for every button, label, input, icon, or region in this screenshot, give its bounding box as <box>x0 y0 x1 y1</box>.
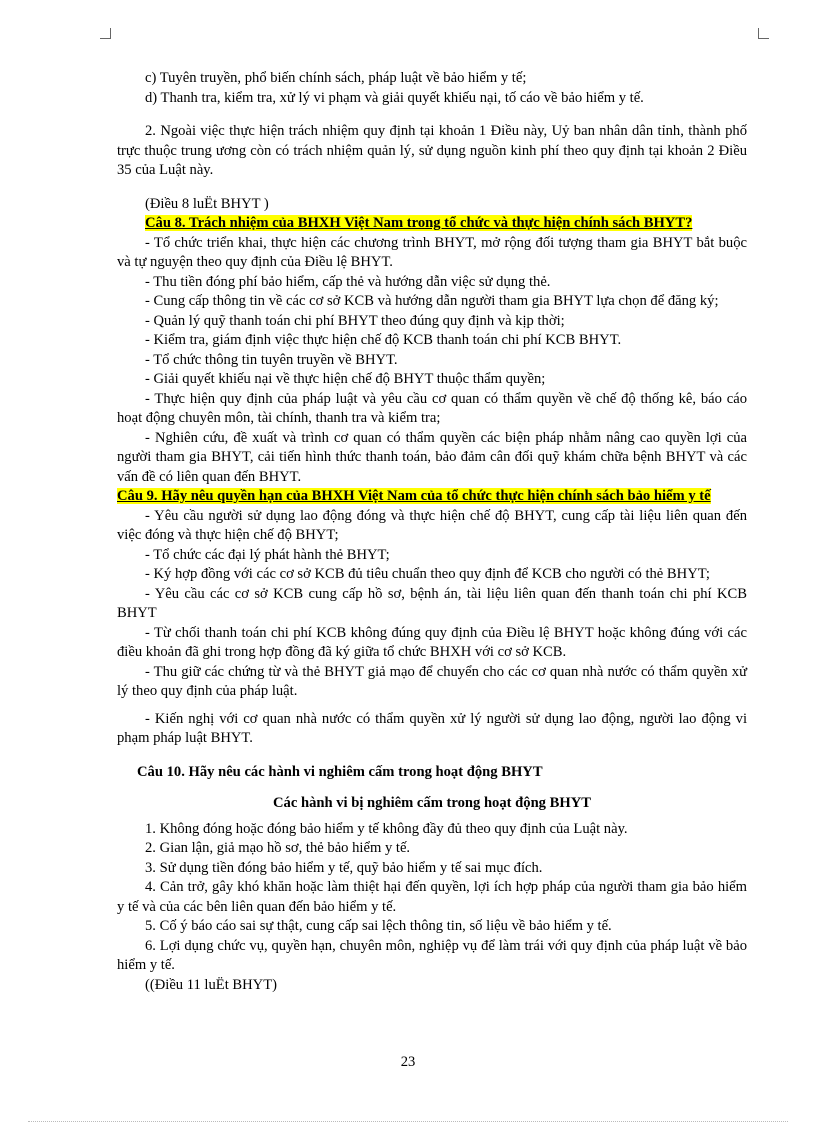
document-body <box>117 69 747 995</box>
list-item: - Từ chối thanh toán chi phí KCB không đúng quy định của Điều lệ BHYT hoặc không đúng với các điều khoản đã ghi trong hợp đồng đã ký giữa tổ chức BHXH với cơ sở KCB. <box>117 624 747 660</box>
page-number: 23 <box>400 1054 416 1070</box>
list-item: - Tổ chức triển khai, thực hiện các chương trình BHYT, mở rộng đối tượng tham gia BHYT bắt buộc và tự nguyện theo quy định của Điều lệ BHYT. <box>117 234 747 270</box>
list-item: - Yêu cầu các cơ sở KCB cung cấp hồ sơ, bệnh án, tài liệu liên quan đến thanh toán chi phí KCB BHYT <box>117 585 747 621</box>
list-item: - Quản lý quỹ thanh toán chi phí BHYT theo đúng quy định và kịp thời; <box>145 312 565 329</box>
list-item: 5. Cố ý báo cáo sai sự thật, cung cấp sai lệch thông tin, số liệu về bảo hiểm y tế. <box>145 918 612 934</box>
reference-note: ((Điều 11 luËt BHYT) <box>145 976 277 993</box>
list-item: - Kiểm tra, giám định việc thực hiện chế độ KCB thanh toán chi phí KCB BHYT. <box>145 332 622 348</box>
crop-mark-top-left <box>100 28 111 39</box>
paragraph: c) Tuyên truyền, phổ biến chính sách, pháp luật về bảo hiểm y tế; <box>145 70 527 86</box>
list-item: - Thực hiện quy định của pháp luật và yêu cầu cơ quan có thẩm quyền về chế độ thống kê, báo cáo hoạt động chuyên môn, tài chính, thanh tra và kiểm tra; <box>117 390 747 426</box>
list-item: - Tổ chức thông tin tuyên truyền về BHYT. <box>145 351 398 368</box>
list-item: - Kiến nghị với cơ quan nhà nước có thẩm quyền xử lý người sử dụng lao động, người lao động vi phạm pháp luật BHYT. <box>117 710 747 746</box>
list-item: - Thu giữ các chứng từ và thẻ BHYT giả mạo để chuyển cho các cơ quan nhà nước có thẩm quyền xử lý theo quy định của pháp luật. <box>117 663 747 699</box>
page-bottom-edge <box>28 1121 788 1122</box>
list-item: 4. Cản trở, gây khó khăn hoặc làm thiệt hại đến quyền, lợi ích hợp pháp của người tham gia bảo hiểm y tế và của các bên liên quan đến bảo hiểm y tế. <box>117 879 747 915</box>
reference-note: (Điều 8 luËt BHYT ) <box>145 195 269 212</box>
question-9-text: Câu 9. Hãy nêu quyền hạn của BHXH Việt Nam của tổ chức thực hiện chính sách bảo hiểm y tế <box>117 488 711 504</box>
question-9-heading <box>117 487 747 507</box>
list-item: - Thu tiền đóng phí bảo hiểm, cấp thẻ và hướng dẫn việc sử dụng thẻ. <box>145 273 551 290</box>
list-item: 6. Lợi dụng chức vụ, quyền hạn, chuyên môn, nghiệp vụ để làm trái với quy định của pháp luật về bảo hiểm y tế. <box>117 937 747 973</box>
list-item: - Ký hợp đồng với các cơ sở KCB đủ tiêu chuẩn theo quy định để KCB cho người có thẻ BHYT; <box>145 566 710 582</box>
list-item: 2. Gian lận, giả mạo hồ sơ, thẻ bảo hiểm y tế. <box>145 840 411 856</box>
paragraph: d) Thanh tra, kiểm tra, xử lý vi phạm và giải quyết khiếu nại, tố cáo về bảo hiểm y tế. <box>145 89 644 106</box>
crop-mark-top-right <box>758 28 769 39</box>
question-8-text: Câu 8. Trách nhiệm của BHXH Việt Nam trong tổ chức và thực hiện chính sách BHYT? <box>145 215 693 231</box>
list-item: - Giải quyết khiếu nại về thực hiện chế độ BHYT thuộc thẩm quyền; <box>145 371 546 387</box>
list-item: - Cung cấp thông tin về các cơ sở KCB và hướng dẫn người tham gia BHYT lựa chọn để đăng ký; <box>145 293 719 309</box>
list-item: - Tổ chức các đại lý phát hành thẻ BHYT; <box>145 546 390 563</box>
list-item: - Yêu cầu người sử dụng lao động đóng và thực hiện chế độ BHYT, cung cấp tài liệu liên quan đến việc đóng và thực hiện chế độ BHYT; <box>117 507 747 543</box>
list-item: 3. Sử dụng tiền đóng bảo hiểm y tế, quỹ bảo hiểm y tế sai mục đích. <box>145 859 543 876</box>
question-10-heading: Câu 10. Hãy nêu các hành vi nghiêm cấm trong hoạt động BHYT <box>137 763 543 780</box>
question-10-subheading: Các hành vi bị nghiêm cấm trong hoạt động BHYT <box>272 795 591 811</box>
question-8-heading <box>117 214 747 234</box>
paragraph: 2. Ngoài việc thực hiện trách nhiệm quy định tại khoản 1 Điều này, Uỷ ban nhân dân tỉnh, thành phố trực thuộc trung ương còn có trách nhiệm quản lý, sử dụng nguồn kinh phí theo quy định tại khoản 2 Điều 35 của Luật này. <box>117 123 747 178</box>
list-item: - Nghiên cứu, đề xuất và trình cơ quan có thẩm quyền các biện pháp nhằm nâng cao quyền lợi của người tham gia BHYT, cải tiến hình thức thanh toán, bảo đảm cân đối quỹ khám chữa bệnh BHYT và các vấn đề có liên quan đến BHYT. <box>117 429 747 485</box>
list-item: 1. Không đóng hoặc đóng bảo hiểm y tế không đầy đủ theo quy định của Luật này. <box>145 820 628 837</box>
